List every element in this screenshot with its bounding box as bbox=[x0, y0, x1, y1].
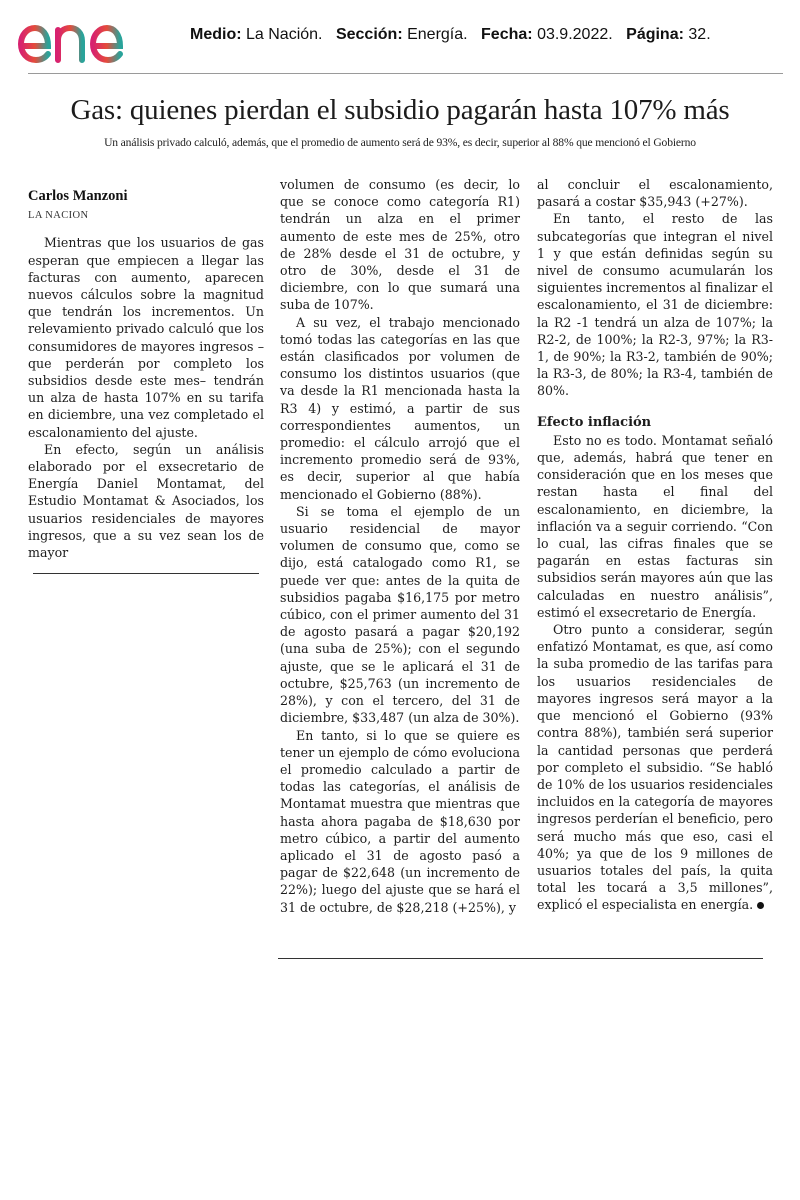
article-column-2 bbox=[280, 176, 520, 916]
paragraph-final bbox=[537, 621, 773, 913]
section-subtitle: Efecto inflación bbox=[537, 414, 652, 430]
paragraph-final-text: Otro punto a considerar, según enfatizó Montamat, es que, así como la suba promedio de las tarifas para los usuarios residenciales de mayores ingresos será mayor a la que mencionó el Gobierno (93% contra 88%), también será superior la cantidad personas que perderá por completo el subsidio. “Se habló de 10% de los usuarios residenciales incluidos en la categoría de mayores ingresos perderían el beneficio, pero será mucho más que eso, casi el 40%; ya que de los 9 millones de usuarios totales del país, la quita total les tocará a 3,5 millones”, explicó el especialista en energía. bbox=[537, 622, 773, 913]
paragraph: Mientras que los usuarios de gas esperan que empiecen a llegar las facturas con aumento, aparecen nuevos cálculos sobre la magnitud que tendrán los incrementos. Un relevamiento privado calculó que los consumidores de mayores ingresos –que perderán por completo los subsidios desde este mes– tendrán un alza de hasta 107% en su tarifa en diciembre, una vez completado el escalonamiento del ajuste. bbox=[28, 235, 264, 440]
header-divider bbox=[28, 73, 783, 74]
article-subhead: Un análisis privado calculó, además, que el promedio de aumento será de 93%, es decir, superior al 88% que mencionó el Gobierno bbox=[104, 136, 696, 149]
paragraph: En tanto, si lo que se quiere es tener un ejemplo de cómo evoluciona el promedio calculado a partir de todas las categorías, el análisis de Montamat muestra que mientras que hasta ahora pagaba de $18,630 por metro cúbico, a partir del aumento aplicado el 31 de agosto pasó a pagar de $22,648 (un incremento de 22%); luego del ajuste que se hará el 31 de octubre, de $28,218 (+25%), y bbox=[280, 727, 520, 915]
paragraph: En tanto, el resto de las subcategorías que integran el nivel 1 y que están definidas según su nivel de consumo acumularán los siguientes incrementos al finalizar el escalonamiento, el 31 de diciembre: la R2 -1 tendrá un alza de 107%; la R2-2, de 100%; la R2-3, 97%; la R3-1, de 90%; la R3-2, también de 90%; la R3-3, de 80%; la R3-4, también de 80%. bbox=[537, 211, 773, 399]
article-bottom-divider bbox=[278, 958, 763, 959]
medio-value: La Nación. bbox=[246, 26, 323, 43]
paragraph: A su vez, el trabajo mencionado tomó todas las categorías en las que están clasificados por volumen de consumo los distintos usuarios (que va desde la R1 mencionada hasta la R3 4) y estimó, a partir de sus correspondientes aumentos, un promedio: el cálculo arrojó que el incremento promedio será de 93%, es decir, superior al que había mencionado el Gobierno (88%). bbox=[280, 314, 520, 502]
seccion-label: Sección: bbox=[335, 26, 403, 43]
clipping-header bbox=[0, 0, 800, 75]
column-divider bbox=[33, 573, 259, 574]
article-column-3 bbox=[537, 176, 773, 914]
seccion-value: Energía. bbox=[407, 26, 468, 43]
author-agency: LA NACION bbox=[28, 210, 89, 222]
medio-label: Medio: bbox=[190, 26, 242, 43]
pagina-value: 32. bbox=[688, 26, 711, 43]
author-name: Carlos Manzoni bbox=[28, 188, 128, 204]
paragraph-continued: al concluir el escalonamiento, pasará a costar $35,943 (+27%). bbox=[537, 177, 773, 210]
enel-logo bbox=[14, 6, 174, 66]
article-headline: Gas: quienes pierdan el subsidio pagarán hasta 107% más bbox=[70, 94, 730, 126]
paragraph: En efecto, según un análisis elaborado por el exsecretario de Energía Daniel Montamat, del Estudio Montamat & Asociados, los usuarios residenciales de mayores ingresos, que a su vez sean los de mayor bbox=[28, 441, 264, 561]
fecha-value: 03.9.2022. bbox=[537, 26, 613, 43]
article-column-1 bbox=[28, 176, 264, 561]
pagina-label: Página: bbox=[626, 26, 684, 43]
fecha-label: Fecha: bbox=[481, 26, 533, 43]
end-of-article-icon bbox=[757, 902, 764, 909]
clipping-meta bbox=[190, 26, 711, 44]
paragraph: Esto no es todo. Montamat señaló que, además, habrá que tener en consideración que en los meses que restan hasta el final del escalonamiento, en diciembre, la inflación va a seguir corriendo. “Con lo cual, las cifras finales que se pagarán en estas facturas sin subsidios serán mayores aún que las calculadas en nuestro análisis”, estimó el exsecretario de Energía. bbox=[537, 432, 773, 620]
paragraph-continued: volumen de consumo (es decir, lo que se conoce como categoría R1) tendrán un alza en el primer aumento de este mes de 25%, otro de 28% desde el 31 de octubre, y otro de 30%, desde el 31 de diciembre, con lo que sumará una suba de 107%. bbox=[280, 177, 520, 313]
paragraph: Si se toma el ejemplo de un usuario residencial de mayor volumen de consumo que, como se dijo, está catalogado como R1, se puede ver que: antes de la quita de subsidios pagaba $16,175 por metro cúbico, con el primer aumento del 31 de agosto pasará a pagar $20,192 (una suba de 25%); con el segundo ajuste, que se le aplicará el 31 de octubre, $25,763 (un incremento de 28%), y con el tercero, del 31 de diciembre, $33,487 (un alza de 30%). bbox=[280, 503, 520, 726]
